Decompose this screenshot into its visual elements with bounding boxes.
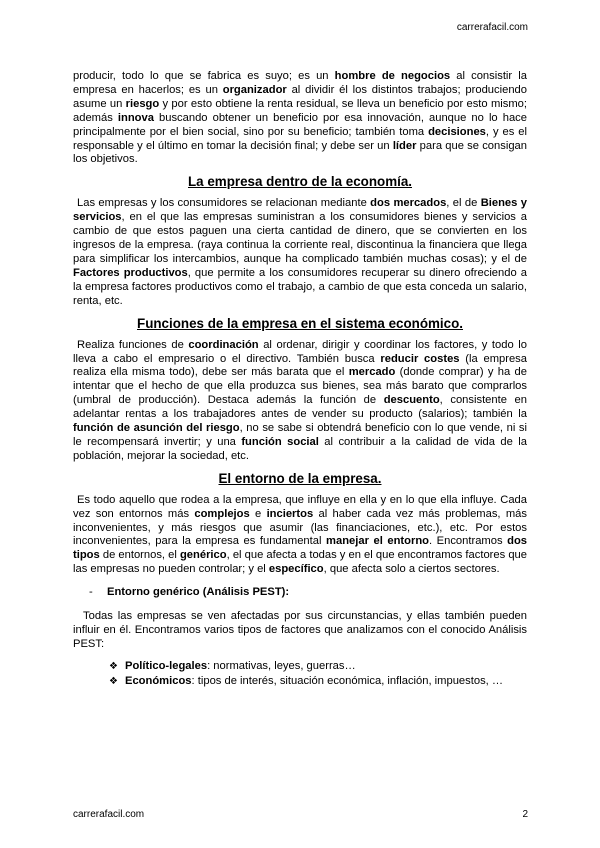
bold-term: específico	[268, 563, 324, 576]
bold-term: riesgo	[125, 97, 160, 110]
page-number: 2	[522, 809, 528, 820]
text-run: , el que afecta a todas y en el que encontramos factores que las empresas no pueden controlar; y el	[73, 549, 528, 576]
text-run: , el de	[446, 197, 481, 210]
diamond-bullet-icon: ❖	[109, 660, 118, 672]
dash-marker: -	[89, 586, 93, 599]
bold-term: descuento	[383, 394, 440, 407]
text-run: , consistente en adelantar rentas a los trabajadores antes de vender su producto (salarios); también la	[73, 394, 527, 421]
text-run: al dividir él los distintos trabajos; produciendo asume un	[73, 83, 527, 110]
section-paragraph-entorno	[73, 494, 527, 577]
section-title-entorno: El entorno de la empresa.	[218, 470, 382, 486]
text-run: , que afecta solo a ciertos sectores.	[323, 563, 500, 576]
text-run: al ordenar, dirigir y coordinar los factores, y todo lo lleva a cabo el empresario o el directivo. También busca	[73, 338, 527, 365]
text-run: e	[249, 507, 267, 520]
text-run: . Encontramos	[429, 535, 508, 548]
header-site-name: carrerafacil.com	[456, 22, 528, 33]
section-title-funciones: Funciones de la empresa en el sistema económico.	[137, 315, 463, 331]
section-paragraph-funciones	[73, 339, 527, 464]
bold-term: líder	[392, 139, 417, 152]
intro-paragraph	[73, 70, 527, 167]
bold-term: innova	[117, 111, 154, 124]
text-run: y por esto obtiene la renta residual, se lleva un beneficio por esto mismo; además	[73, 97, 527, 124]
bold-term: dos tipos	[73, 535, 527, 562]
bold-term: genérico	[179, 549, 227, 562]
bullet-text: : tipos de interés, situación económica, inflación, impuestos, …	[191, 674, 504, 687]
text-run: Es todo aquello que rodea a la empresa, que influye en ella y en lo que ella influye. Cada vez son entornos más	[73, 493, 527, 520]
text-run: producir, todo lo que se fabrica es suyo; es un	[73, 70, 335, 82]
subsection-title: Entorno genérico (Análisis PEST):	[107, 586, 290, 599]
bullet-term: Económicos	[125, 674, 192, 687]
bold-term: inciertos	[266, 507, 314, 520]
list-item	[109, 660, 527, 674]
text-run: (donde comprar) y ha de intentar que el hecho de que ella produzca sus bienes, sea más barato que comprarlos (umbral de producción). Destaca además la función de	[73, 366, 527, 407]
text-run: , y es el responsable y el último en tomar la decisión final; y debe ser un	[73, 125, 527, 152]
bold-term: coordinación	[188, 338, 259, 351]
text-run: para que se consigan los objetivos.	[73, 139, 527, 166]
bullet-term: Político-legales	[125, 659, 208, 672]
bold-term: complejos	[194, 507, 250, 520]
bullet-text: : normativas, leyes, guerras…	[207, 659, 356, 672]
text-run: , en el que las empresas suministran a los consumidores bienes y servicios a cambio de que estos paguen una cierta cantidad de dinero, que se convierten en los ingresos de la empresa. (raya continua la corriente real, discontinua la financiera que llega para simplificar los intercambios, aunque ha complicado también muchas cosas); y el de	[73, 211, 527, 265]
text-run: buscando obtener un beneficio por esa innovación, aunque no lo hace principalmente por el bien social, sino por su beneficio; también toma	[73, 111, 527, 138]
bold-term: Bienes y servicios	[73, 197, 527, 224]
text-run: de entornos, el	[99, 549, 180, 562]
bold-term: hombre de negocios	[334, 70, 451, 82]
text-run: al haber cada vez más problemas, más inconvenientes, y más riesgos que asumir (las financiaciones, etc.), etc. Por estos inconvenientes, para la empresa es fundamental	[73, 507, 527, 548]
subsection-heading	[89, 586, 527, 600]
section-title-economia: La empresa dentro de la economía.	[188, 174, 412, 190]
diamond-bullet-icon: ❖	[109, 675, 118, 687]
bold-term: organizador	[222, 83, 287, 96]
bold-term: dos mercados	[370, 197, 447, 210]
text-run: (la empresa realiza ella misma todo), debe ser más barata que el	[73, 352, 527, 379]
bold-term: Factores productivos	[73, 266, 188, 279]
bold-term: mercado	[348, 366, 396, 379]
section-paragraph-economia	[73, 197, 527, 308]
text-run: , no se sabe si obtendrá beneficio con lo que vende, ni si le recompensará invertir; y una	[73, 422, 527, 448]
footer-site-name: carrerafacil.com	[73, 809, 145, 820]
list-item	[109, 675, 527, 689]
bold-term: función social	[241, 435, 319, 448]
text-run: Realiza funciones de	[77, 338, 189, 351]
text-run: Las empresas y los consumidores se relacionan mediante	[77, 197, 371, 210]
subsection-paragraph: Todas las empresas se ven afectadas por sus circunstancias, y ellas también pueden influir en él. Encontramos varios tipos de factores que analizamos con el conocido Análisis PEST:	[73, 610, 527, 650]
pest-factor-list	[73, 660, 527, 689]
bold-term: manejar el entorno	[326, 535, 429, 548]
text-run: al contribuir a la calidad de vida de la población, mejorar la sociedad, etc.	[73, 435, 527, 462]
document-body	[73, 70, 527, 690]
text-run: al consistir la empresa en hacerlos; es un	[73, 70, 527, 96]
bold-term: decisiones	[428, 125, 486, 138]
bold-term: función de asunción del riesgo	[73, 422, 240, 435]
bold-term: reducir costes	[380, 352, 460, 365]
text-run: , que permite a los consumidores recuperar su dinero ofreciendo a la empresa factores productivos como el trabajo, a cambio de que esta conceda un salario, renta, etc.	[73, 266, 527, 307]
